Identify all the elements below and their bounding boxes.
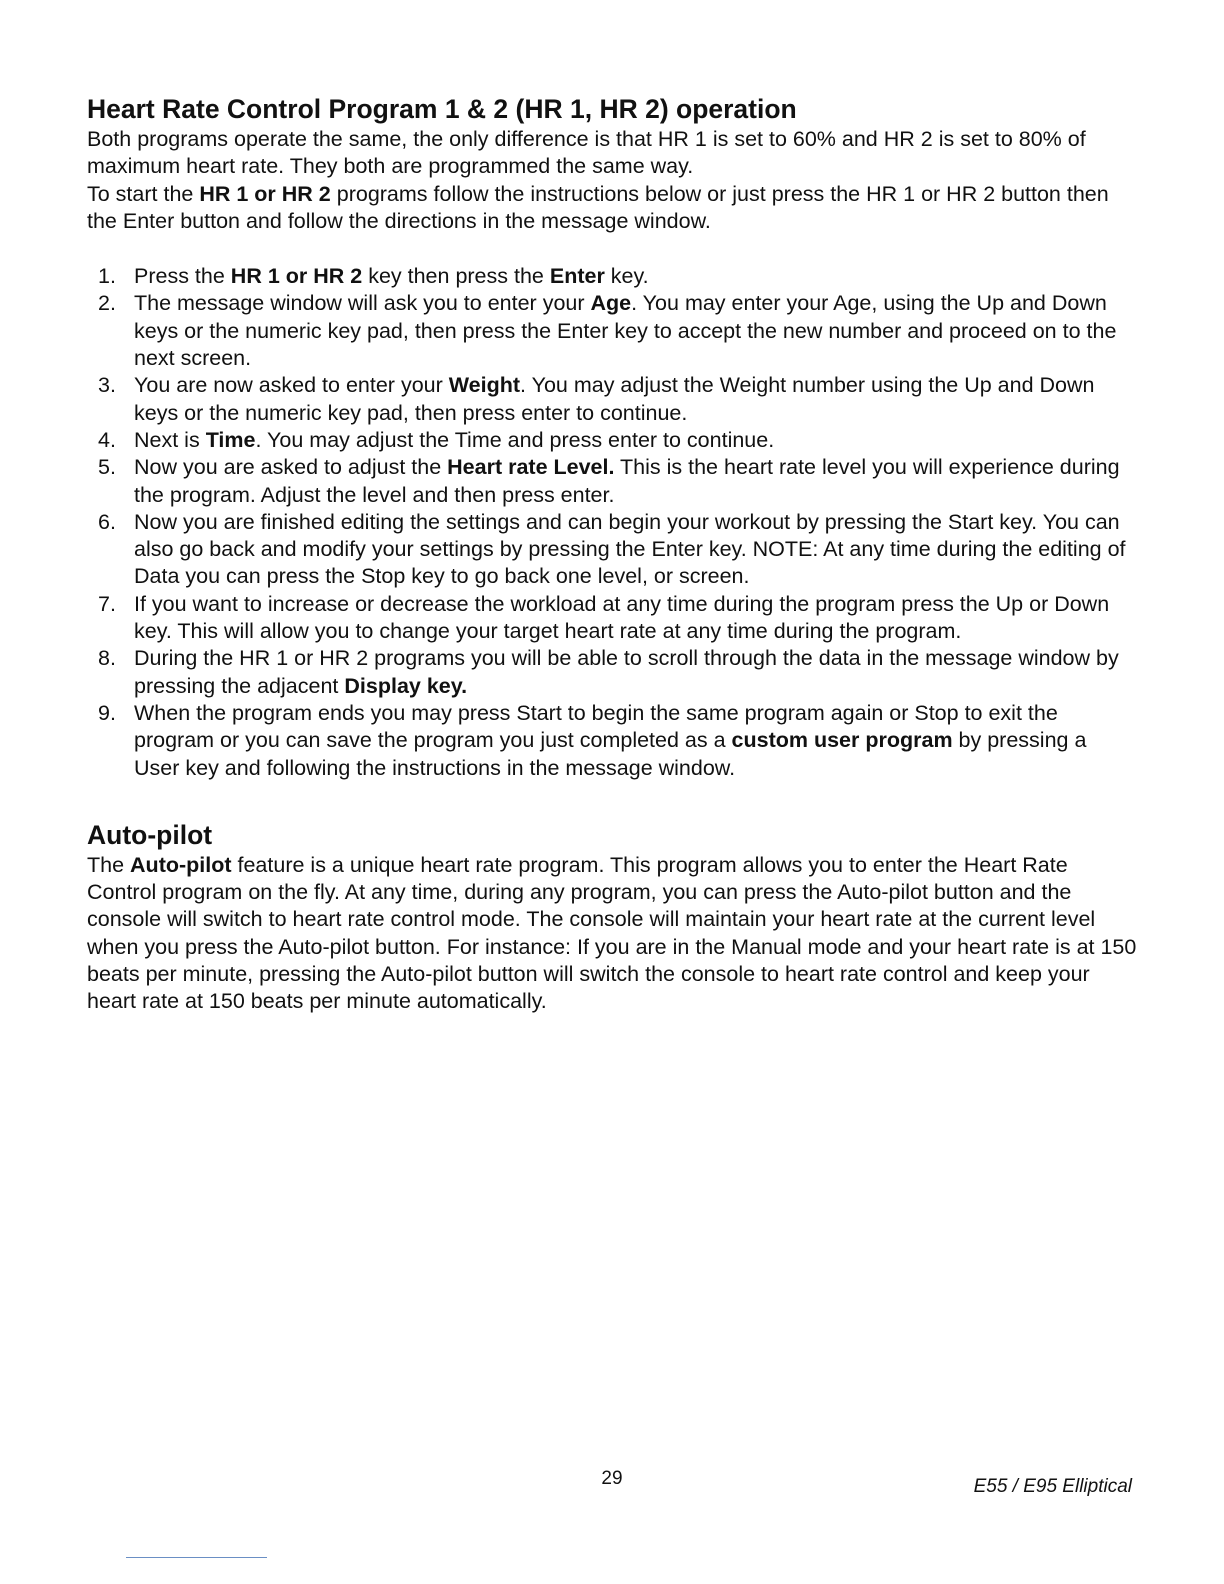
list-item: [87, 263, 1137, 290]
list-item-bold: Age: [590, 291, 632, 316]
list-item: [87, 290, 1137, 372]
list-item-text: If you want to increase or decrease the workload at any time during the program press the Up or Down key. This will allow you to change your target heart rate at any time during the program.: [134, 591, 1110, 644]
document-page: [87, 92, 1137, 1016]
list-item: [87, 454, 1137, 509]
list-item-number: 4.: [98, 427, 116, 452]
list-item-bold: Weight: [448, 373, 521, 398]
list-item-text: by pressing a User key and following the instructions in the message window.: [134, 728, 1087, 780]
hr-start-bold: HR 1 or HR 2: [199, 181, 331, 206]
list-item-text: When the program ends you may press Start to begin the same program again or Stop to exit the program or you can save the program you just completed as a: [134, 700, 1058, 753]
auto-pilot-text: The: [87, 852, 131, 877]
list-item-number: 1.: [98, 264, 116, 289]
list-item-number: 8.: [98, 646, 116, 671]
list-item-text: Now you are asked to adjust the: [134, 455, 448, 480]
auto-pilot-bold: Auto-pilot: [130, 852, 232, 877]
list-item: [87, 427, 1137, 454]
list-item-text: You are now asked to enter your: [134, 373, 449, 398]
list-item-bold: Enter: [549, 264, 605, 289]
list-item: [87, 372, 1137, 427]
auto-pilot-text: feature is a unique heart rate program. This program allows you to enter the Heart Rate Control program on the fly. At any time, during any program, you can press the Auto-pilot button and the console will switch to heart rate control mode. The console will maintain your heart rate at the current level when you press the Auto-pilot button. For instance: If you are in the Manual mode and your heart rate is at 150 beats per minute, pressing the Auto-pilot button will switch the console to heart rate control and keep your heart rate at 150 beats per minute automatically.: [87, 852, 1137, 1014]
list-item-text: During the HR 1 or HR 2 programs you will be able to scroll through the data in the message window by pressing the adjacent: [134, 646, 1119, 698]
list-item-text: The message window will ask you to enter your: [134, 291, 591, 316]
list-item-number: 6.: [98, 509, 116, 534]
section-title-auto-pilot: Auto-pilot: [87, 819, 213, 850]
section-title-hr-program: Heart Rate Control Program 1 & 2 (HR 1, HR 2) operation: [87, 94, 797, 124]
list-item-text: Now you are finished editing the settings and can begin your workout by pressing the Start key. You can also go back and modify your settings by pressing the Enter key. NOTE: At any time during the editing of Data you can press the Stop key to go back one level, or screen.: [134, 509, 1126, 589]
hr-steps-list: [87, 263, 1137, 782]
list-item-bold: custom user program: [731, 728, 953, 753]
list-item-bold: Time: [205, 427, 256, 452]
list-item-bold: HR 1 or HR 2: [230, 264, 363, 289]
hr-start-text: To start the: [87, 181, 200, 206]
list-item-number: 9.: [98, 700, 116, 725]
footer-divider: [126, 1557, 267, 1558]
list-item-text: key.: [604, 264, 649, 289]
list-item-text: Next is: [134, 427, 206, 452]
list-item-number: 7.: [98, 591, 116, 616]
list-item-bold: Display key.: [344, 673, 468, 698]
page-number: 29: [601, 1468, 623, 1489]
list-item-text: Press the: [134, 264, 231, 289]
auto-pilot-paragraph: [87, 852, 1137, 1016]
hr-intro-paragraph: Both programs operate the same, the only difference is that HR 1 is set to 60% and HR 2 is set to 80% of maximum heart rate. They both are programmed the same way.: [87, 127, 1086, 179]
list-item-number: 2.: [98, 291, 116, 316]
list-item-text: . You may adjust the Weight number using the Up and Down keys or the numeric key pad, then press enter to continue.: [134, 373, 1095, 425]
hr-start-paragraph: [87, 181, 1137, 236]
footer-model-name: E55 / E95 Elliptical: [973, 1476, 1132, 1497]
list-item: [87, 509, 1137, 591]
list-item-text: . You may enter your Age, using the Up and Down keys or the numeric key pad, then press the Enter key to accept the new number and proceed on to the next screen.: [134, 291, 1117, 371]
list-item: [87, 645, 1137, 700]
list-item-text: key then press the: [362, 264, 550, 289]
list-item-text: . You may adjust the Time and press enter to continue.: [255, 427, 775, 452]
list-item: [87, 700, 1137, 782]
list-item-text: This is the heart rate level you will experience during the program. Adjust the level and then press enter.: [134, 455, 1120, 507]
hr-start-text: programs follow the instructions below or just press the HR 1 or HR 2 button then the Enter button and follow the directions in the message window.: [87, 181, 1109, 233]
list-item-number: 5.: [98, 455, 116, 480]
list-item-number: 3.: [98, 373, 116, 398]
list-item-bold: Heart rate Level.: [447, 455, 615, 480]
list-item: [87, 591, 1137, 646]
